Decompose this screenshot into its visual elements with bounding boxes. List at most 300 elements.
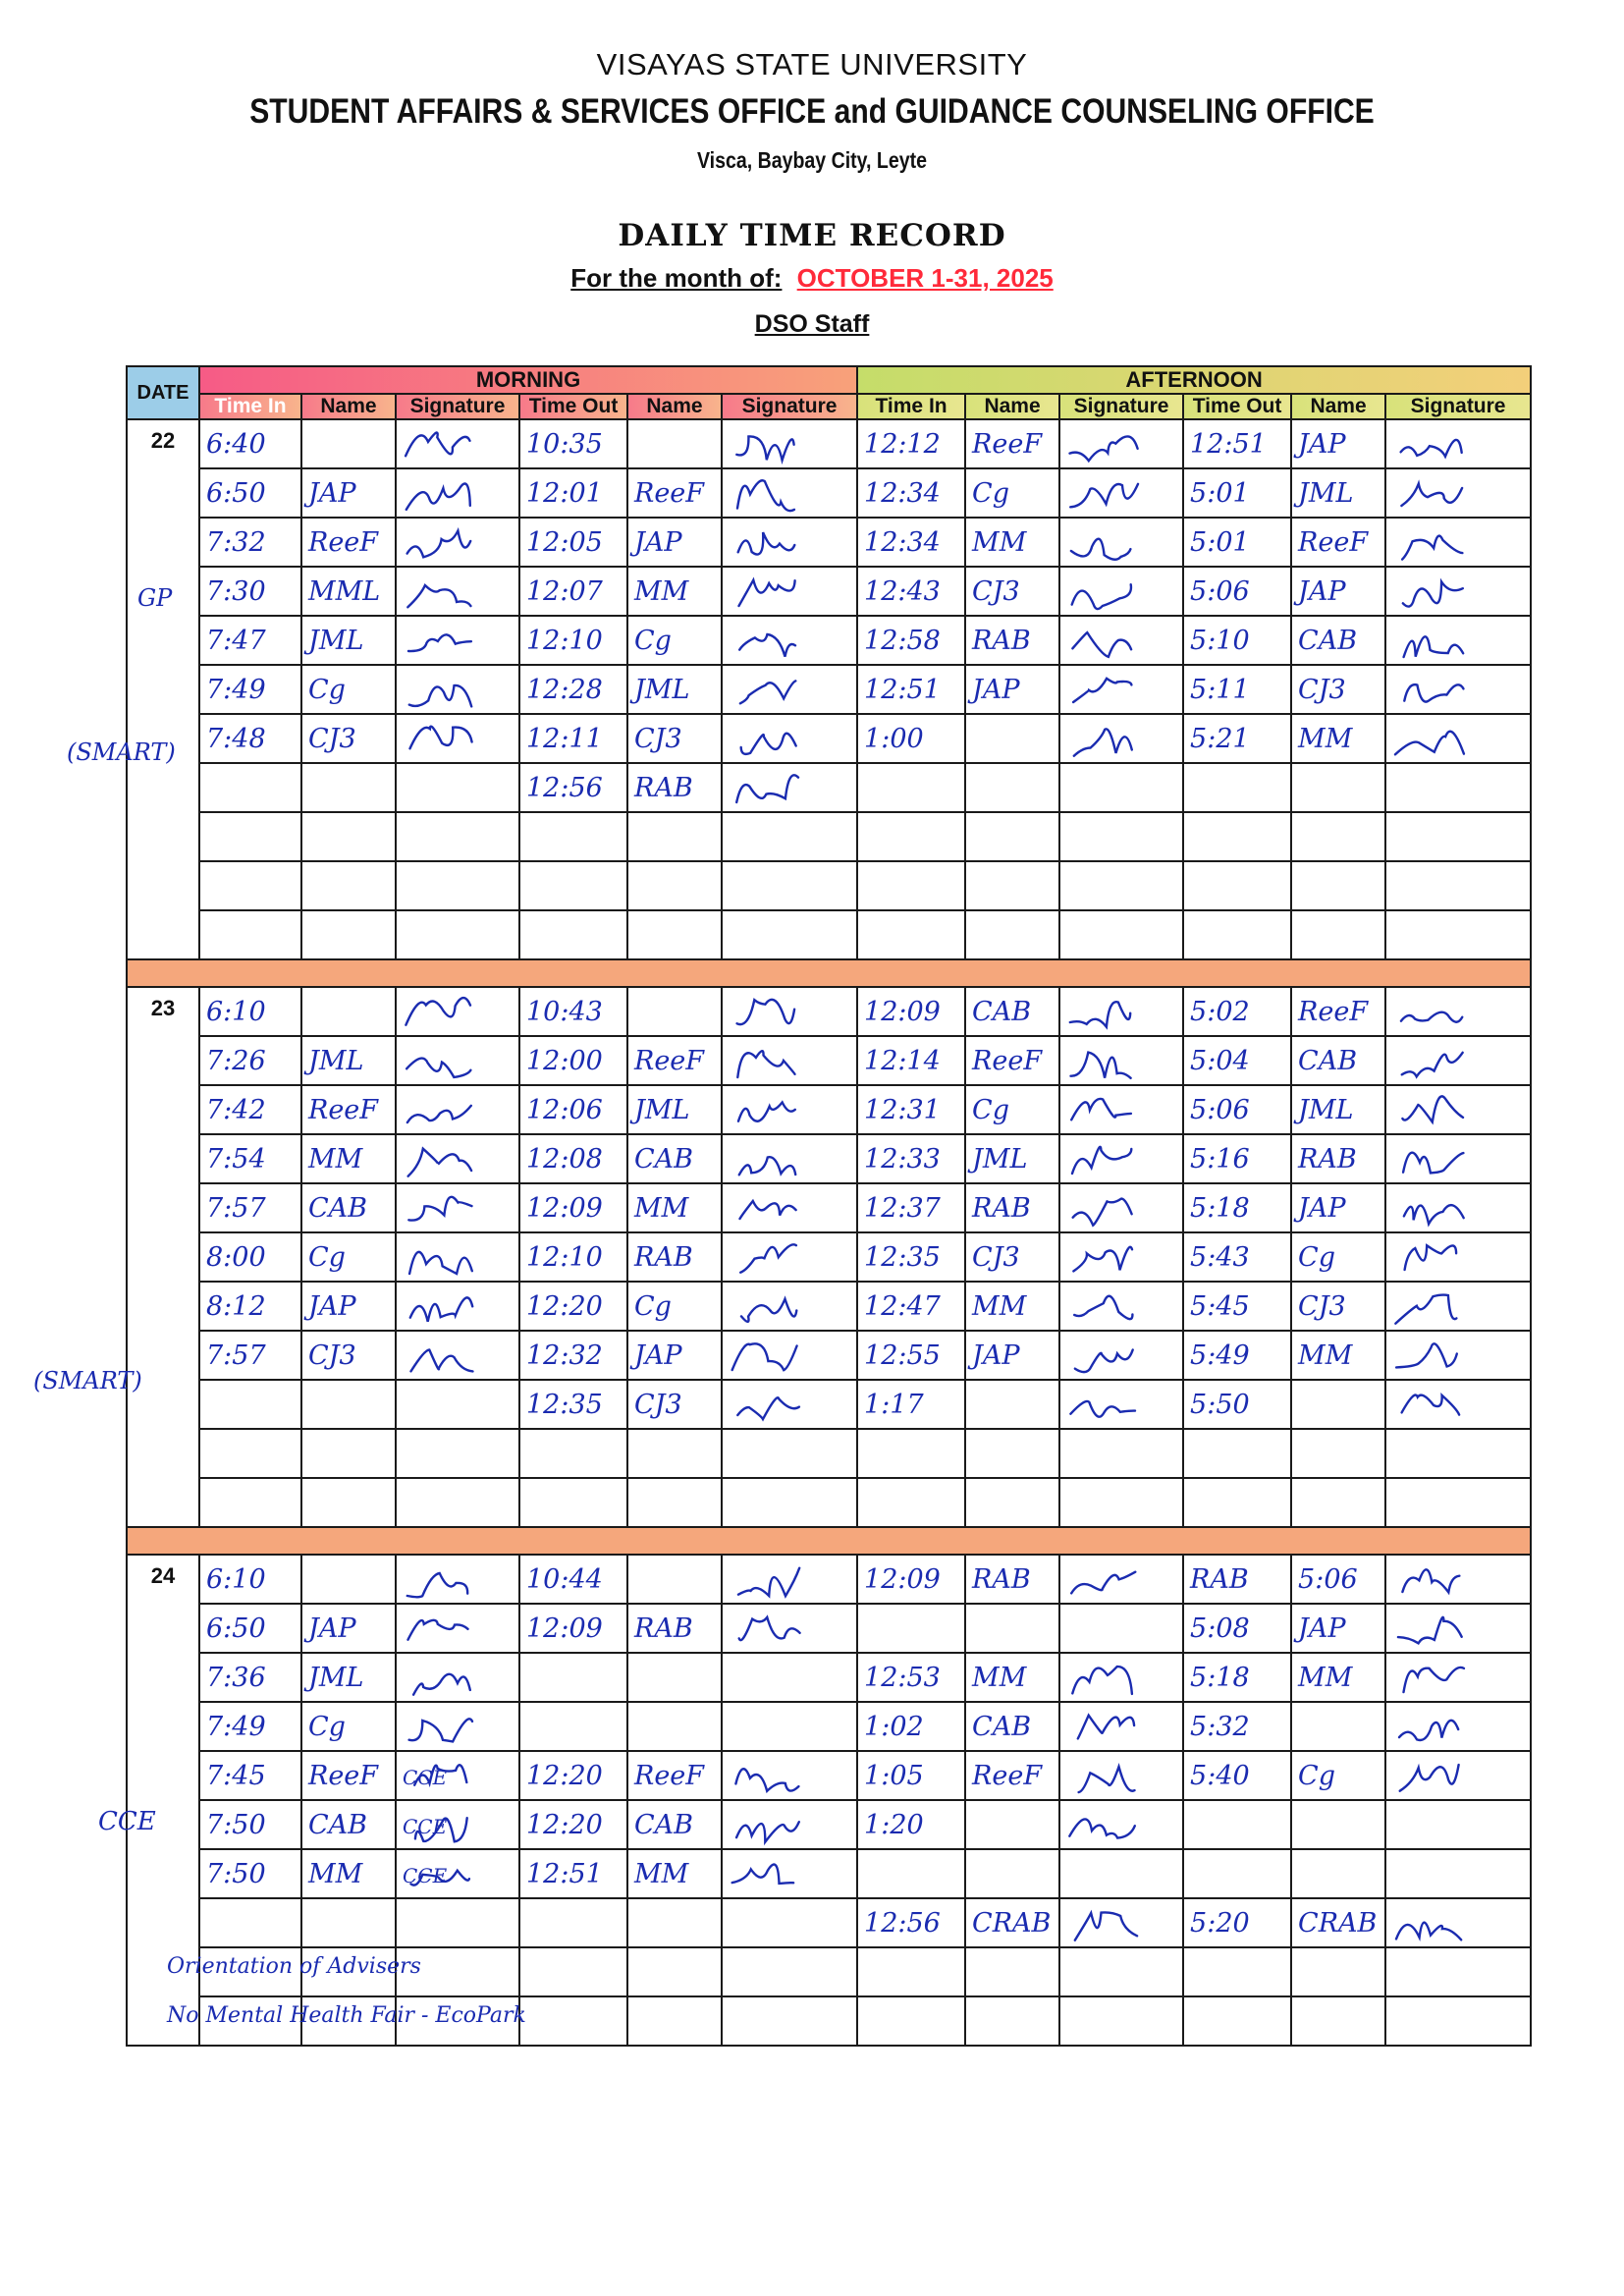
name-cell: ReeF xyxy=(301,518,396,567)
signature-scribble xyxy=(1064,1088,1143,1131)
name-cell xyxy=(1291,1849,1385,1898)
signature-scribble xyxy=(1064,990,1143,1033)
signature-cell xyxy=(1059,1282,1183,1331)
name-cell xyxy=(965,1849,1059,1898)
time-cell: 12:32 xyxy=(519,1331,627,1380)
signature-scribble xyxy=(1390,1705,1469,1748)
name-cell: ReeF xyxy=(301,1085,396,1134)
table-row xyxy=(127,518,1531,567)
name-cell: RAB xyxy=(965,616,1059,665)
signature-cell xyxy=(722,1751,857,1800)
name-cell: MML xyxy=(301,567,396,616)
column-header: Name xyxy=(965,394,1059,419)
signature-cell xyxy=(396,1478,519,1527)
time-cell: 7:47 xyxy=(199,616,301,665)
table-row xyxy=(127,1702,1531,1751)
signature-cell xyxy=(396,1183,519,1232)
table-row xyxy=(127,1653,1531,1702)
signature-scribble xyxy=(1390,668,1469,711)
name-cell: JAP xyxy=(627,1331,722,1380)
time-cell: 5:01 xyxy=(1183,468,1291,518)
signature-scribble xyxy=(727,766,805,809)
signature-scribble xyxy=(401,1334,479,1377)
note-cce: CCE xyxy=(98,1807,156,1836)
signature-scribble xyxy=(1064,570,1143,613)
column-header: Name xyxy=(1291,394,1385,419)
signature-scribble xyxy=(727,1852,805,1895)
signature-cell xyxy=(396,910,519,959)
time-cell xyxy=(199,1380,301,1429)
table-row xyxy=(127,714,1531,763)
name-cell: CJ3 xyxy=(627,1380,722,1429)
name-cell: JML xyxy=(301,616,396,665)
table-row xyxy=(127,1183,1531,1232)
time-cell: 12:08 xyxy=(519,1134,627,1183)
signature-scribble xyxy=(1064,1705,1143,1748)
name-cell xyxy=(1291,1800,1385,1849)
signature-cell xyxy=(1385,1849,1531,1898)
time-cell: 12:10 xyxy=(519,1232,627,1282)
signature-scribble xyxy=(1390,1334,1469,1377)
time-cell: 6:50 xyxy=(199,1604,301,1653)
time-cell: 12:10 xyxy=(519,616,627,665)
time-cell: 10:44 xyxy=(519,1555,627,1604)
signature-cell xyxy=(396,518,519,567)
time-cell: 12:51 xyxy=(519,1849,627,1898)
signature-scribble xyxy=(401,668,479,711)
column-header: Time In xyxy=(199,394,301,419)
name-cell: JML xyxy=(627,665,722,714)
signature-cell xyxy=(1385,1429,1531,1478)
table-row xyxy=(127,1331,1531,1380)
time-cell: 1:17 xyxy=(857,1380,965,1429)
name-cell xyxy=(1291,910,1385,959)
name-cell: RAB xyxy=(965,1183,1059,1232)
name-cell: CJ3 xyxy=(627,714,722,763)
time-cell: 12:11 xyxy=(519,714,627,763)
time-cell xyxy=(519,910,627,959)
time-cell xyxy=(519,1653,627,1702)
name-cell xyxy=(1291,1947,1385,1996)
time-cell: 12:28 xyxy=(519,665,627,714)
signature-cell xyxy=(1385,1604,1531,1653)
signature-cell xyxy=(722,812,857,861)
signature-scribble xyxy=(1390,471,1469,515)
name-cell xyxy=(627,1478,722,1527)
signature-scribble xyxy=(727,1334,805,1377)
note-gp: GP xyxy=(137,584,173,612)
signature-scribble xyxy=(1390,1088,1469,1131)
signature-scribble xyxy=(1064,717,1143,760)
name-cell: MM xyxy=(627,1849,722,1898)
name-cell xyxy=(627,1555,722,1604)
date-cell: 22 xyxy=(127,419,199,959)
signature-cell xyxy=(1059,1800,1183,1849)
time-cell xyxy=(519,861,627,910)
signature-cell xyxy=(722,1134,857,1183)
time-cell: 12:34 xyxy=(857,518,965,567)
time-cell: 12:35 xyxy=(519,1380,627,1429)
signature-cell xyxy=(722,1800,857,1849)
table-row xyxy=(127,1282,1531,1331)
name-cell: JML xyxy=(627,1085,722,1134)
signature-scribble xyxy=(1390,1656,1469,1699)
morning-header: MORNING xyxy=(199,366,857,394)
time-cell xyxy=(1183,812,1291,861)
time-cell: 5:32 xyxy=(1183,1702,1291,1751)
signature-scribble xyxy=(401,1235,479,1279)
name-cell: MM xyxy=(301,1134,396,1183)
signature-scribble xyxy=(727,668,805,711)
name-cell xyxy=(965,1380,1059,1429)
name-cell: CJ3 xyxy=(301,1331,396,1380)
time-cell: 12:47 xyxy=(857,1282,965,1331)
signature-cell xyxy=(396,665,519,714)
time-cell: 10:35 xyxy=(519,419,627,468)
signature-scribble xyxy=(727,471,805,515)
name-cell xyxy=(965,714,1059,763)
signature-cell xyxy=(722,1702,857,1751)
signature-cell: CCE xyxy=(396,1800,519,1849)
time-cell xyxy=(519,1429,627,1478)
time-cell: 12:33 xyxy=(857,1134,965,1183)
signature-cell xyxy=(396,1036,519,1085)
signature-cell xyxy=(1059,1232,1183,1282)
time-cell: 5:04 xyxy=(1183,1036,1291,1085)
signature-scribble xyxy=(1390,1186,1469,1230)
time-cell xyxy=(519,1702,627,1751)
name-cell xyxy=(965,1478,1059,1527)
signature-scribble xyxy=(1390,717,1469,760)
signature-scribble xyxy=(1064,1285,1143,1328)
signature-cell xyxy=(722,567,857,616)
name-cell: CJ3 xyxy=(965,1232,1059,1282)
table-row xyxy=(127,1800,1531,1849)
signature-scribble xyxy=(401,471,479,515)
signature-cell xyxy=(722,714,857,763)
signature-scribble xyxy=(1390,1235,1469,1279)
name-cell: Cg xyxy=(301,1232,396,1282)
name-cell: RAB xyxy=(627,1604,722,1653)
signature-cell xyxy=(1385,1331,1531,1380)
name-cell: JAP xyxy=(1291,419,1385,468)
signature-scribble xyxy=(727,570,805,613)
signature-cell xyxy=(1385,812,1531,861)
time-cell: 12:51 xyxy=(1183,419,1291,468)
name-cell xyxy=(627,861,722,910)
time-cell: 12:20 xyxy=(519,1282,627,1331)
signature-cell xyxy=(1385,1555,1531,1604)
time-cell xyxy=(519,1996,627,2046)
name-cell: MM xyxy=(1291,1331,1385,1380)
day-separator xyxy=(127,959,1531,987)
time-cell: 12:20 xyxy=(519,1800,627,1849)
signature-cell xyxy=(396,1134,519,1183)
signature-cell xyxy=(1385,1085,1531,1134)
name-cell: JAP xyxy=(301,468,396,518)
signature-scribble xyxy=(1064,1656,1143,1699)
name-cell xyxy=(627,1429,722,1478)
name-cell xyxy=(301,861,396,910)
signature-cell xyxy=(722,1183,857,1232)
name-cell: Cg xyxy=(301,1702,396,1751)
document-title: DAILY TIME RECORD xyxy=(618,218,1006,253)
name-cell xyxy=(627,1898,722,1947)
signature-cell xyxy=(722,616,857,665)
time-cell: 5:16 xyxy=(1183,1134,1291,1183)
time-cell: 1:00 xyxy=(857,714,965,763)
signature-scribble xyxy=(1064,1039,1143,1082)
name-cell: JML xyxy=(301,1653,396,1702)
signature-cell xyxy=(396,419,519,468)
time-cell: 8:12 xyxy=(199,1282,301,1331)
signature-cell xyxy=(1385,1036,1531,1085)
name-cell: CAB xyxy=(627,1800,722,1849)
time-cell: RAB xyxy=(1183,1555,1291,1604)
signature-cell xyxy=(1385,1800,1531,1849)
time-cell: 5:06 xyxy=(1183,1085,1291,1134)
signature-cell xyxy=(1385,665,1531,714)
signature-scribble xyxy=(401,1705,479,1748)
time-cell: 7:57 xyxy=(199,1183,301,1232)
table-row xyxy=(127,616,1531,665)
note-smart-1: (SMART) xyxy=(67,738,176,766)
signature-cell xyxy=(1385,1282,1531,1331)
time-record-table xyxy=(126,365,1532,2047)
time-cell: 12:43 xyxy=(857,567,965,616)
signature-scribble xyxy=(727,520,805,564)
time-cell: 5:43 xyxy=(1183,1232,1291,1282)
time-cell: 12:01 xyxy=(519,468,627,518)
signature-cell xyxy=(722,861,857,910)
name-cell: ReeF xyxy=(627,1036,722,1085)
time-cell xyxy=(199,1429,301,1478)
time-cell: 12:09 xyxy=(857,987,965,1036)
time-cell: 5:21 xyxy=(1183,714,1291,763)
table-row xyxy=(127,1380,1531,1429)
signature-cell: CCE xyxy=(396,1751,519,1800)
signature-cell xyxy=(396,1702,519,1751)
name-cell: RAB xyxy=(627,1232,722,1282)
signature-scribble xyxy=(1064,1383,1143,1426)
column-header: Signature xyxy=(1385,394,1531,419)
time-cell xyxy=(857,763,965,812)
name-cell: JML xyxy=(1291,1085,1385,1134)
time-cell: 12:07 xyxy=(519,567,627,616)
name-cell xyxy=(301,1898,396,1947)
table-row xyxy=(127,1429,1531,1478)
time-cell: 12:31 xyxy=(857,1085,965,1134)
name-cell xyxy=(965,1947,1059,1996)
time-cell xyxy=(1183,1996,1291,2046)
signature-cell xyxy=(722,1604,857,1653)
signature-cell xyxy=(722,1331,857,1380)
time-cell: 12:53 xyxy=(857,1653,965,1702)
signature-cell xyxy=(1059,1849,1183,1898)
name-cell: ReeF xyxy=(627,1751,722,1800)
signature-cell xyxy=(722,1947,857,1996)
signature-scribble xyxy=(1390,422,1469,465)
table-row xyxy=(127,567,1531,616)
signature-scribble xyxy=(1390,570,1469,613)
time-cell: 12:09 xyxy=(519,1604,627,1653)
time-cell xyxy=(1183,763,1291,812)
signature-cell xyxy=(722,1232,857,1282)
name-cell xyxy=(627,1702,722,1751)
signature-cell xyxy=(396,616,519,665)
time-cell: 12:58 xyxy=(857,616,965,665)
time-cell: 7:50 xyxy=(199,1800,301,1849)
name-cell: Cg xyxy=(627,1282,722,1331)
signature-cell xyxy=(722,665,857,714)
signature-cell xyxy=(1385,1134,1531,1183)
signature-scribble xyxy=(727,1803,805,1846)
signature-cell xyxy=(722,518,857,567)
time-cell: 12:56 xyxy=(857,1898,965,1947)
name-cell xyxy=(1291,812,1385,861)
signature-cell xyxy=(396,468,519,518)
signature-scribble xyxy=(727,1383,805,1426)
signature-scribble xyxy=(727,990,805,1033)
table-row xyxy=(127,1751,1531,1800)
table-row xyxy=(127,763,1531,812)
time-cell: 7:26 xyxy=(199,1036,301,1085)
time-cell: 7:48 xyxy=(199,714,301,763)
name-cell: JML xyxy=(1291,468,1385,518)
signature-cell xyxy=(722,1036,857,1085)
signature-scribble xyxy=(1064,471,1143,515)
column-header: Time In xyxy=(857,394,965,419)
time-cell: 5:50 xyxy=(1183,1380,1291,1429)
signature-cell xyxy=(396,861,519,910)
signature-cell xyxy=(722,1653,857,1702)
time-cell: 12:12 xyxy=(857,419,965,468)
signature-cell xyxy=(1059,665,1183,714)
signature-scribble xyxy=(727,1558,805,1601)
time-cell: 12:51 xyxy=(857,665,965,714)
time-cell xyxy=(857,1947,965,1996)
name-cell: Cg xyxy=(965,1085,1059,1134)
name-cell xyxy=(301,812,396,861)
time-cell: 5:10 xyxy=(1183,616,1291,665)
signature-cell xyxy=(722,1282,857,1331)
signature-cell xyxy=(1059,1134,1183,1183)
office-name: STUDENT AFFAIRS & SERVICES OFFICE and GUIDANCE COUNSELING OFFICE xyxy=(249,92,1375,131)
signature-scribble xyxy=(1064,668,1143,711)
name-cell: JAP xyxy=(965,1331,1059,1380)
signature-cell xyxy=(1059,1331,1183,1380)
name-cell: ReeF xyxy=(965,1751,1059,1800)
name-cell xyxy=(301,1555,396,1604)
time-cell: 5:18 xyxy=(1183,1183,1291,1232)
name-cell: MM xyxy=(627,1183,722,1232)
table-row xyxy=(127,1036,1531,1085)
name-cell: CRAB xyxy=(1291,1898,1385,1947)
note-smart-2: (SMART) xyxy=(33,1367,142,1394)
signature-cell xyxy=(396,1085,519,1134)
signature-cell xyxy=(1059,616,1183,665)
time-cell: 6:10 xyxy=(199,1555,301,1604)
signature-scribble xyxy=(401,520,479,564)
time-cell: 7:50 xyxy=(199,1849,301,1898)
time-cell: 12:20 xyxy=(519,1751,627,1800)
signature-cell xyxy=(722,910,857,959)
signature-cell xyxy=(1059,518,1183,567)
signature-cell xyxy=(1059,1429,1183,1478)
name-cell: CAB xyxy=(965,987,1059,1036)
time-cell xyxy=(1183,1947,1291,1996)
name-cell: CJ3 xyxy=(965,567,1059,616)
signature-cell xyxy=(1059,567,1183,616)
time-cell xyxy=(857,812,965,861)
signature-cell xyxy=(1059,1380,1183,1429)
time-cell: 1:05 xyxy=(857,1751,965,1800)
column-header: Signature xyxy=(396,394,519,419)
signature-cell xyxy=(1385,1478,1531,1527)
time-cell: 5:02 xyxy=(1183,987,1291,1036)
table-row xyxy=(127,812,1531,861)
name-cell: ReeF xyxy=(1291,518,1385,567)
time-cell xyxy=(199,910,301,959)
signature-scribble xyxy=(1390,1607,1469,1650)
table-row xyxy=(127,1085,1531,1134)
name-cell xyxy=(627,1996,722,2046)
name-cell: ReeF xyxy=(965,419,1059,468)
day-separator xyxy=(127,1527,1531,1555)
column-header: Name xyxy=(627,394,722,419)
time-cell xyxy=(857,1996,965,2046)
name-cell xyxy=(301,987,396,1036)
time-cell xyxy=(857,910,965,959)
name-cell: CAB xyxy=(1291,1036,1385,1085)
time-cell: 5:40 xyxy=(1183,1751,1291,1800)
signature-cell xyxy=(1059,861,1183,910)
signature-cell xyxy=(396,1555,519,1604)
signature-cell xyxy=(396,1331,519,1380)
table-row xyxy=(127,1478,1531,1527)
signature-cell xyxy=(396,1429,519,1478)
signature-cell xyxy=(1059,1478,1183,1527)
time-cell xyxy=(1183,1429,1291,1478)
signature-scribble xyxy=(1390,1285,1469,1328)
signature-scribble xyxy=(1064,422,1143,465)
signature-scribble xyxy=(1390,520,1469,564)
name-cell: ReeF xyxy=(1291,987,1385,1036)
signature-scribble xyxy=(727,1235,805,1279)
signature-scribble xyxy=(727,619,805,662)
signature-cell xyxy=(1059,714,1183,763)
time-cell: 5:45 xyxy=(1183,1282,1291,1331)
time-cell xyxy=(199,763,301,812)
staff-label: DSO Staff xyxy=(754,310,870,338)
signature-scribble xyxy=(1064,1754,1143,1797)
signature-cell xyxy=(722,419,857,468)
name-cell xyxy=(301,1478,396,1527)
time-cell: 5:06 xyxy=(1183,567,1291,616)
time-cell: 5:08 xyxy=(1183,1604,1291,1653)
name-cell: RAB xyxy=(965,1555,1059,1604)
name-cell xyxy=(965,1604,1059,1653)
time-cell xyxy=(857,1478,965,1527)
time-cell: 12:37 xyxy=(857,1183,965,1232)
table-row xyxy=(127,468,1531,518)
signature-cell xyxy=(1059,1653,1183,1702)
name-cell: Cg xyxy=(301,665,396,714)
table-row xyxy=(127,1604,1531,1653)
time-cell xyxy=(1183,1849,1291,1898)
name-cell: CRAB xyxy=(965,1898,1059,1947)
table-row xyxy=(127,1849,1531,1898)
